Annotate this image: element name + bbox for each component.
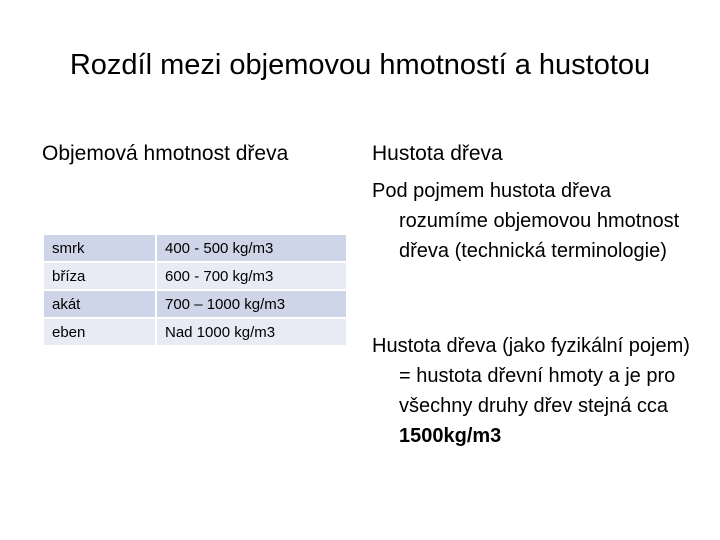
wood-name-cell: smrk xyxy=(43,234,156,262)
density-value-cell: Nad 1000 kg/m3 xyxy=(156,318,347,346)
density-value-cell: 700 – 1000 kg/m3 xyxy=(156,290,347,318)
density-value-cell: 400 - 500 kg/m3 xyxy=(156,234,347,262)
wood-name-cell: eben xyxy=(43,318,156,346)
definition-paragraph: Pod pojmem hustota dřeva rozumíme objemovou hmotnost dřeva (technická terminologie) xyxy=(372,180,680,262)
right-column-heading: Hustota dřeva xyxy=(372,142,503,165)
table-row xyxy=(43,318,347,346)
left-column-heading: Objemová hmotnost dřeva xyxy=(42,142,289,165)
density-value-bold: 1500kg/m3 xyxy=(399,425,502,447)
table-row xyxy=(43,290,347,318)
wood-density-table xyxy=(42,233,348,347)
physical-density-paragraph xyxy=(372,331,699,451)
density-value-cell: 600 - 700 kg/m3 xyxy=(156,262,347,290)
slide-title: Rozdíl mezi objemovou hmotností a hustotou xyxy=(69,49,651,81)
table-row xyxy=(43,262,347,290)
wood-name-cell: akát xyxy=(43,290,156,318)
physical-density-text: Hustota dřeva (jako fyzikální pojem) = hustota dřevní hmoty a je pro všechny druhy dřev stejná cca xyxy=(372,335,690,417)
wood-name-cell: bříza xyxy=(43,262,156,290)
table-row xyxy=(43,234,347,262)
